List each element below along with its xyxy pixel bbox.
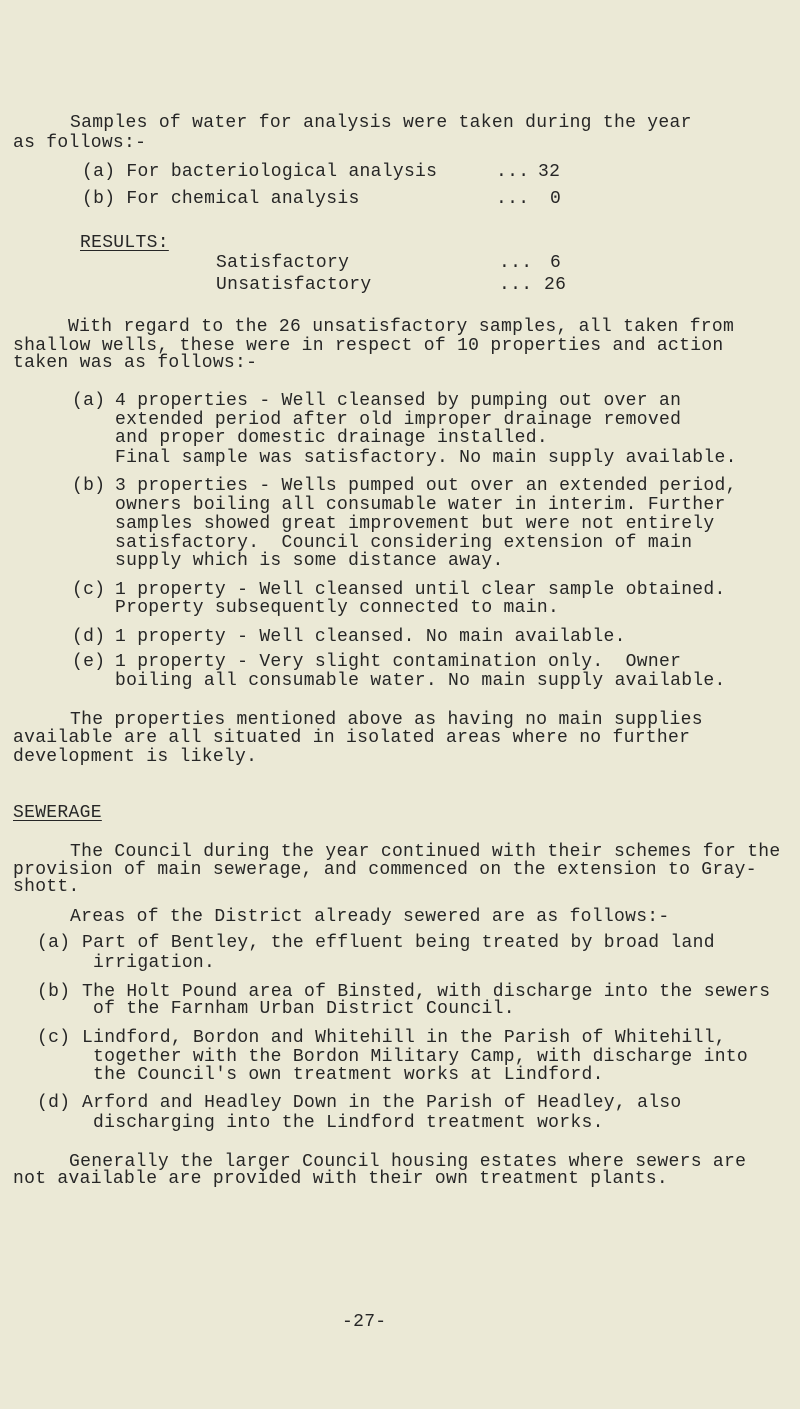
list-item-line: samples showed great improvement but were not entirely <box>115 514 715 534</box>
list-marker: (e) <box>72 652 106 672</box>
paragraph-line: not available are provided with their own treatment plants. <box>13 1169 669 1189</box>
list-item-line: Lindford, Bordon and Whitehill in the Parish of Whitehill, <box>82 1028 726 1048</box>
paragraph-line: provision of main sewerage, and commenced on the extension to Gray- <box>13 860 757 880</box>
page-number: -27- <box>342 1312 387 1332</box>
paragraph-line: The Council during the year continued with their schemes for the <box>70 842 781 862</box>
list-item-line: Arford and Headley Down in the Parish of Headley, also <box>82 1093 682 1113</box>
list-item-line: 1 property - Well cleansed until clear sample obtained. <box>115 580 726 600</box>
list-marker: (d) <box>72 627 106 647</box>
intro-line: as follows:- <box>13 133 147 153</box>
list-item-line: supply which is some distance away. <box>115 551 504 571</box>
list-marker: (a) <box>37 933 71 953</box>
list-item-line: satisfactory. Council considering extension of main <box>115 533 693 553</box>
list-item-line: Property subsequently connected to main. <box>115 598 560 618</box>
leader-dots: ... <box>496 162 530 182</box>
list-item-line: 1 property - Very slight contamination only. Owner <box>115 652 682 672</box>
sewerage-heading: SEWERAGE <box>13 803 102 823</box>
intro-line: Samples of water for analysis were taken during the year <box>70 113 692 133</box>
list-item-line: boiling all consumable water. No main supply available. <box>115 671 726 691</box>
paragraph-line: development is likely. <box>13 747 258 767</box>
list-item-line: and proper domestic drainage installed. <box>115 428 548 448</box>
list-item-line: discharging into the Lindford treatment works. <box>93 1113 604 1133</box>
list-item-line: 3 properties - Wells pumped out over an extended period, <box>115 476 737 496</box>
sample-item-label: (a) For bacteriological analysis <box>82 162 438 182</box>
list-item-line: Final sample was satisfactory. No main supply available. <box>115 448 737 468</box>
list-marker: (c) <box>37 1028 71 1048</box>
list-marker: (a) <box>72 391 106 411</box>
sample-item-label: (b) For chemical analysis <box>82 189 360 209</box>
list-item-line: owners boiling all consumable water in interim. Further <box>115 495 726 515</box>
result-label: Unsatisfactory <box>216 275 372 295</box>
list-item-line: extended period after old improper drainage removed <box>115 410 682 430</box>
results-heading: RESULTS: <box>80 233 169 253</box>
list-item-line: The Holt Pound area of Binsted, with discharge into the sewers <box>82 982 771 1002</box>
paragraph-line: shott. <box>13 877 80 897</box>
list-marker: (d) <box>37 1093 71 1113</box>
paragraph-line: The properties mentioned above as having no main supplies <box>70 710 703 730</box>
sample-item-value: 0 <box>550 189 562 209</box>
result-label: Satisfactory <box>216 253 350 273</box>
paragraph-line: shallow wells, these were in respect of 10 properties and action <box>13 336 724 356</box>
list-item-line: irrigation. <box>93 953 216 973</box>
list-item-line: Part of Bentley, the effluent being treated by broad land <box>82 933 715 953</box>
paragraph-line: available are all situated in isolated areas where no further <box>13 728 691 748</box>
leader-dots: ... <box>499 275 533 295</box>
list-marker: (b) <box>72 476 106 496</box>
result-value: 6 <box>550 253 562 273</box>
sample-item-value: 32 <box>538 162 561 182</box>
paragraph-line: With regard to the 26 unsatisfactory samples, all taken from <box>68 317 735 337</box>
list-marker: (c) <box>72 580 106 600</box>
leader-dots: ... <box>496 189 530 209</box>
list-item-line: 1 property - Well cleansed. No main available. <box>115 627 626 647</box>
list-item-line: 4 properties - Well cleansed by pumping out over an <box>115 391 682 411</box>
list-marker: (b) <box>37 982 71 1002</box>
result-value: 26 <box>544 275 567 295</box>
list-item-line: together with the Bordon Military Camp, with discharge into <box>93 1047 749 1067</box>
paragraph-line: Generally the larger Council housing estates where sewers are <box>69 1152 747 1172</box>
paragraph-line: taken was as follows:- <box>13 353 258 373</box>
list-item-line: of the Farnham Urban District Council. <box>93 999 515 1019</box>
leader-dots: ... <box>499 253 533 273</box>
list-item-line: the Council's own treatment works at Lindford. <box>93 1065 604 1085</box>
paragraph-line: Areas of the District already sewered are as follows:- <box>70 907 670 927</box>
